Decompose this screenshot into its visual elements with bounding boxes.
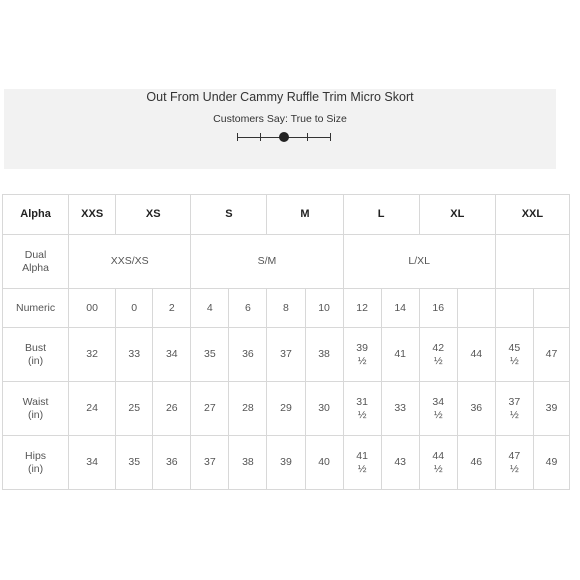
product-title: Out From Under Cammy Ruffle Trim Micro Skort bbox=[146, 90, 414, 104]
measurement-fraction: ½ bbox=[357, 408, 367, 421]
bust-measurement-cell bbox=[533, 328, 569, 382]
waist-measurement-cell bbox=[533, 382, 569, 436]
size-chart-table bbox=[2, 194, 570, 490]
numeric-size-cell: 8 bbox=[267, 289, 305, 328]
measurement-value: 32 bbox=[86, 348, 98, 360]
row-label-line: Bust bbox=[25, 341, 47, 354]
measurement-value: 45 bbox=[508, 341, 521, 354]
hips-measurement-cell bbox=[229, 436, 267, 490]
measurement-value: 29 bbox=[280, 402, 292, 414]
row-label-hips bbox=[3, 436, 69, 490]
measurement-value: 37 bbox=[280, 348, 292, 360]
measurement-value: 40 bbox=[318, 456, 330, 468]
numeric-row bbox=[3, 289, 570, 328]
measurement-value: 39 bbox=[280, 456, 292, 468]
alpha-size-cell: XXL bbox=[495, 195, 569, 235]
measurement-value: 35 bbox=[204, 348, 216, 360]
empty-cell bbox=[495, 289, 533, 328]
fit-scale-tick bbox=[237, 133, 238, 141]
measurement-value: 26 bbox=[165, 402, 178, 414]
waist-measurement-cell bbox=[69, 382, 116, 436]
row-label-numeric: Numeric bbox=[3, 289, 69, 328]
measurement-value: 38 bbox=[318, 348, 330, 360]
measurement-value: 33 bbox=[128, 348, 141, 360]
empty-cell bbox=[495, 235, 569, 289]
bust-row bbox=[3, 328, 570, 382]
waist-row bbox=[3, 382, 570, 436]
waist-measurement-cell bbox=[343, 382, 381, 436]
hips-measurement-cell bbox=[343, 436, 381, 490]
dual-alpha-cell: XXS/XS bbox=[69, 235, 191, 289]
numeric-size-cell: 6 bbox=[229, 289, 267, 328]
alpha-size-cell: XL bbox=[419, 195, 495, 235]
alpha-size-cell: XXS bbox=[69, 195, 116, 235]
measurement-value: 37 bbox=[204, 456, 216, 468]
bust-measurement-cell bbox=[69, 328, 116, 382]
hips-measurement-cell bbox=[267, 436, 305, 490]
waist-measurement-cell bbox=[419, 382, 457, 436]
measurement-value: 47 bbox=[508, 449, 521, 462]
measurement-value: 25 bbox=[128, 402, 141, 414]
numeric-size-cell: 4 bbox=[191, 289, 229, 328]
measurement-value: 42 bbox=[432, 341, 445, 354]
waist-measurement-cell bbox=[229, 382, 267, 436]
numeric-size-cell: 2 bbox=[153, 289, 191, 328]
dual-alpha-cell: S/M bbox=[191, 235, 343, 289]
hips-measurement-cell bbox=[191, 436, 229, 490]
alpha-size-cell: S bbox=[191, 195, 267, 235]
hips-measurement-cell bbox=[69, 436, 116, 490]
bust-measurement-cell bbox=[495, 328, 533, 382]
bust-measurement-cell bbox=[229, 328, 267, 382]
measurement-value: 38 bbox=[242, 456, 254, 468]
measurement-value: 49 bbox=[545, 456, 558, 468]
measurement-fraction: ½ bbox=[433, 354, 443, 367]
measurement-value: 27 bbox=[204, 402, 216, 414]
waist-measurement-cell bbox=[381, 382, 419, 436]
measurement-value: 46 bbox=[470, 456, 483, 468]
measurement-fraction: ½ bbox=[357, 354, 367, 367]
measurement-value: 41 bbox=[356, 449, 368, 462]
hips-measurement-cell bbox=[533, 436, 569, 490]
empty-cell bbox=[533, 289, 569, 328]
hips-measurement-cell bbox=[381, 436, 419, 490]
measurement-value: 37 bbox=[508, 395, 521, 408]
numeric-size-cell: 0 bbox=[116, 289, 153, 328]
hips-measurement-cell bbox=[116, 436, 153, 490]
measurement-value: 34 bbox=[165, 348, 178, 360]
measurement-value: 31 bbox=[356, 395, 368, 408]
hips-row bbox=[3, 436, 570, 490]
row-label-line: (in) bbox=[27, 354, 44, 367]
numeric-size-cell: 10 bbox=[305, 289, 343, 328]
bust-measurement-cell bbox=[343, 328, 381, 382]
measurement-value: 43 bbox=[394, 456, 407, 468]
bust-measurement-cell bbox=[457, 328, 495, 382]
measurement-value: 34 bbox=[86, 456, 98, 468]
bust-measurement-cell bbox=[267, 328, 305, 382]
measurement-value: 36 bbox=[470, 402, 483, 414]
bust-measurement-cell bbox=[153, 328, 191, 382]
numeric-size-cell: 00 bbox=[69, 289, 116, 328]
fit-scale-indicator bbox=[279, 132, 289, 142]
measurement-fraction: ½ bbox=[357, 462, 367, 475]
alpha-size-cell: L bbox=[343, 195, 419, 235]
fit-scale-tick bbox=[307, 133, 308, 141]
fit-rating-scale bbox=[237, 131, 331, 143]
fit-scale-tick bbox=[330, 133, 331, 141]
hips-measurement-cell bbox=[419, 436, 457, 490]
hips-measurement-cell bbox=[305, 436, 343, 490]
waist-measurement-cell bbox=[495, 382, 533, 436]
measurement-fraction: ½ bbox=[509, 354, 519, 367]
empty-cell bbox=[457, 289, 495, 328]
measurement-value: 39 bbox=[545, 402, 558, 414]
measurement-value: 47 bbox=[545, 348, 558, 360]
row-label-line: Alpha bbox=[22, 261, 49, 274]
row-label-bust bbox=[3, 328, 69, 382]
bust-measurement-cell bbox=[305, 328, 343, 382]
measurement-value: 39 bbox=[356, 341, 368, 354]
bust-measurement-cell bbox=[116, 328, 153, 382]
row-label-line: (in) bbox=[27, 408, 44, 421]
row-label-line: Hips bbox=[25, 449, 47, 462]
measurement-value: 36 bbox=[165, 456, 178, 468]
row-label-line: Waist bbox=[22, 395, 49, 408]
measurement-fraction: ½ bbox=[509, 408, 519, 421]
dual-alpha-row bbox=[3, 235, 570, 289]
row-label-alpha: Alpha bbox=[3, 195, 69, 235]
row-label-waist bbox=[3, 382, 69, 436]
measurement-value: 24 bbox=[86, 402, 98, 414]
measurement-value: 41 bbox=[394, 348, 407, 360]
row-label-line: Dual bbox=[24, 248, 47, 261]
bust-measurement-cell bbox=[381, 328, 419, 382]
alpha-size-cell: M bbox=[267, 195, 343, 235]
measurement-fraction: ½ bbox=[433, 462, 443, 475]
product-header bbox=[4, 89, 556, 169]
bust-measurement-cell bbox=[191, 328, 229, 382]
dual-alpha-cell: L/XL bbox=[343, 235, 495, 289]
bust-measurement-cell bbox=[419, 328, 457, 382]
numeric-size-cell: 16 bbox=[419, 289, 457, 328]
waist-measurement-cell bbox=[191, 382, 229, 436]
measurement-value: 35 bbox=[128, 456, 141, 468]
alpha-row bbox=[3, 195, 570, 235]
row-label-line: (in) bbox=[27, 462, 44, 475]
hips-measurement-cell bbox=[495, 436, 533, 490]
measurement-value: 30 bbox=[318, 402, 330, 414]
waist-measurement-cell bbox=[267, 382, 305, 436]
measurement-value: 28 bbox=[242, 402, 254, 414]
measurement-value: 44 bbox=[470, 348, 483, 360]
hips-measurement-cell bbox=[153, 436, 191, 490]
waist-measurement-cell bbox=[457, 382, 495, 436]
row-label-dual-alpha bbox=[3, 235, 69, 289]
measurement-value: 33 bbox=[394, 402, 407, 414]
measurement-fraction: ½ bbox=[433, 408, 443, 421]
waist-measurement-cell bbox=[305, 382, 343, 436]
measurement-fraction: ½ bbox=[509, 462, 519, 475]
alpha-size-cell: XS bbox=[116, 195, 191, 235]
measurement-value: 44 bbox=[432, 449, 445, 462]
fit-scale-tick bbox=[260, 133, 261, 141]
waist-measurement-cell bbox=[153, 382, 191, 436]
waist-measurement-cell bbox=[116, 382, 153, 436]
numeric-size-cell: 14 bbox=[381, 289, 419, 328]
numeric-size-cell: 12 bbox=[343, 289, 381, 328]
measurement-value: 34 bbox=[432, 395, 445, 408]
measurement-value: 36 bbox=[242, 348, 254, 360]
hips-measurement-cell bbox=[457, 436, 495, 490]
fit-rating-label: Customers Say: True to Size bbox=[213, 113, 347, 125]
